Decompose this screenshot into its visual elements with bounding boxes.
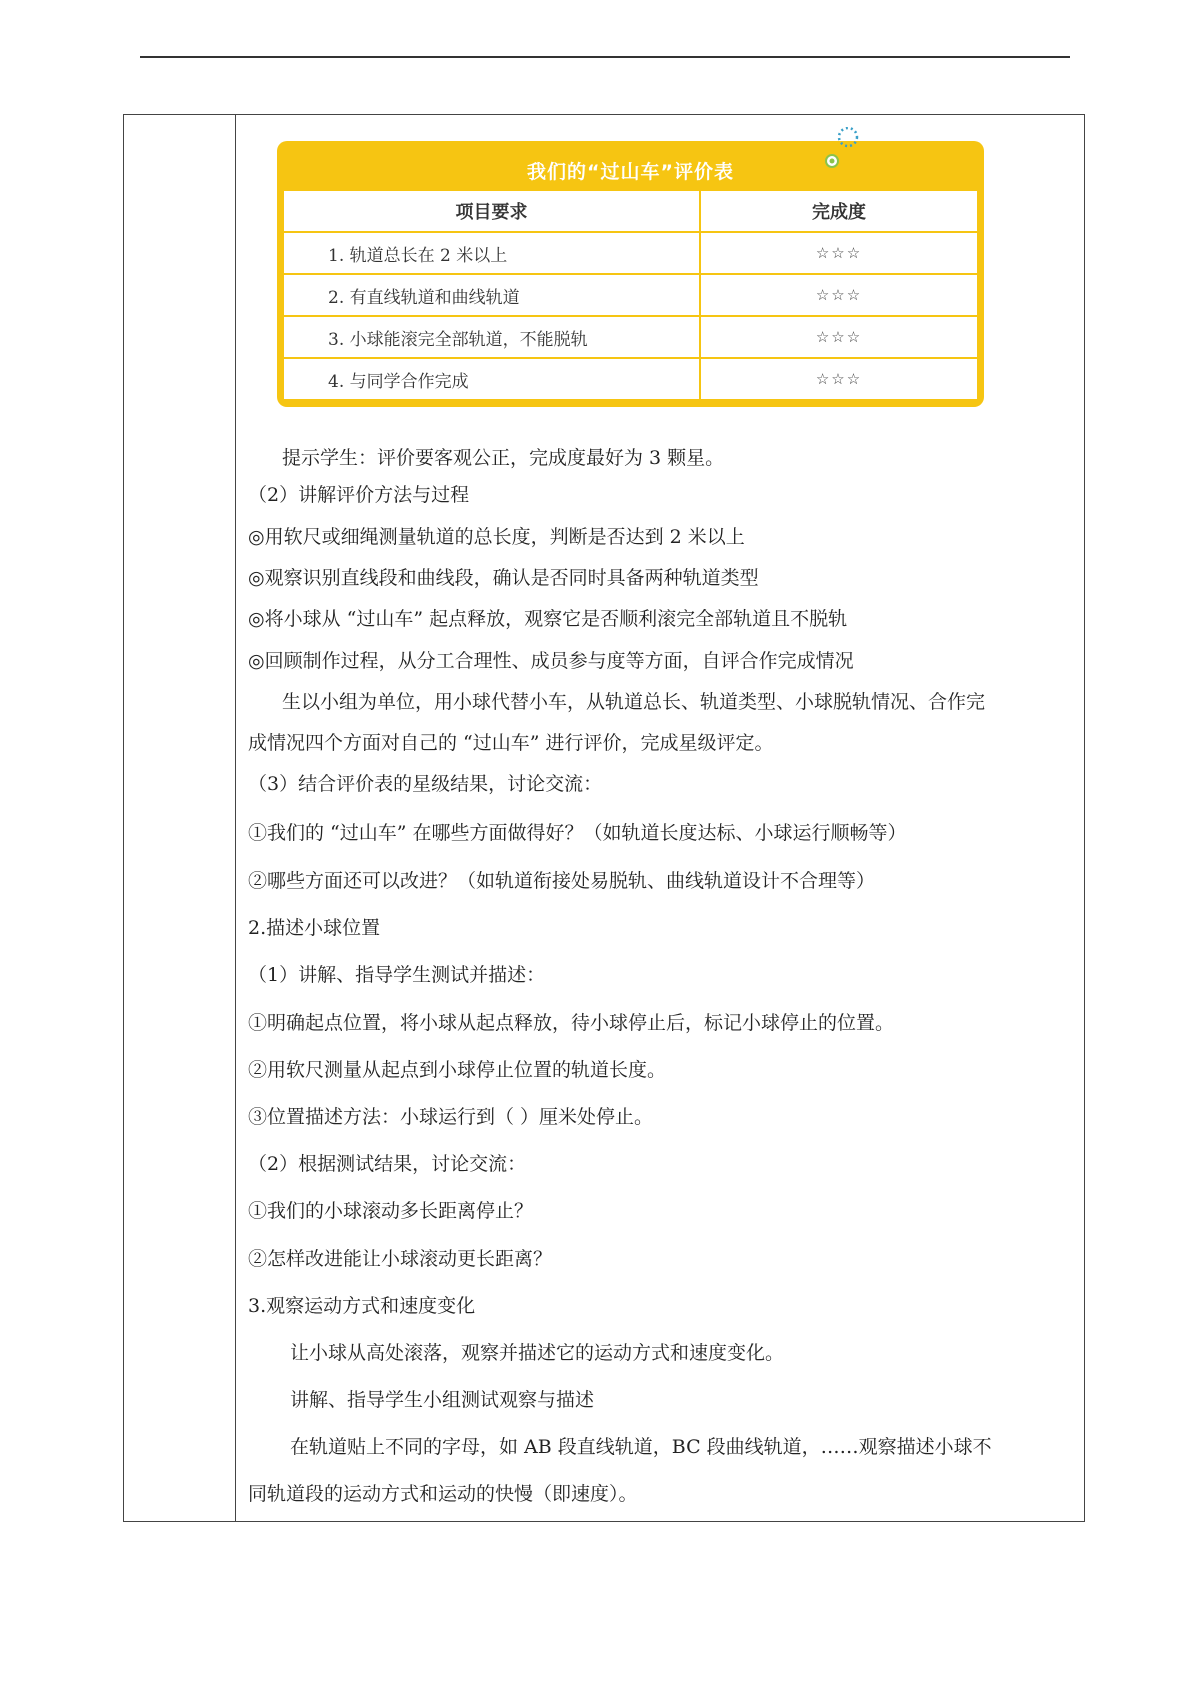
table-row: [283, 232, 978, 274]
section-heading: 3.观察运动方式和速度变化: [248, 1295, 476, 1317]
body-paragraph: 在轨道贴上不同的字母，如 AB 段直线轨道，BC 段曲线轨道，……观察描述小球不: [290, 1436, 992, 1458]
list-item: ①我们的 “过山车” 在哪些方面做得好？（如轨道长度达标、小球运行顺畅等）: [248, 822, 907, 844]
requirement-cell: 4. 与同学合作完成: [283, 358, 700, 400]
section-heading: 2.描述小球位置: [248, 917, 381, 939]
header-requirement: 项目要求: [283, 190, 700, 232]
table-row: [283, 358, 978, 400]
list-item: ①明确起点位置，将小球从起点释放，待小球停止后，标记小球停止的位置。: [248, 1012, 895, 1034]
header-rule: [140, 56, 1070, 58]
body-paragraph: 讲解、指导学生小组测试观察与描述: [290, 1389, 595, 1411]
section-heading: （2）根据测试结果，讨论交流：: [248, 1153, 527, 1175]
section-heading: （1）讲解、指导学生测试并描述：: [248, 964, 546, 986]
body-paragraph: 同轨道段的运动方式和运动的快慢（即速度）。: [248, 1483, 638, 1505]
list-item: ◎回顾制作过程，从分工合理性、成员参与度等方面，自评合作完成情况: [248, 650, 854, 672]
list-item: ②用软尺测量从起点到小球停止位置的轨道长度。: [248, 1059, 667, 1081]
evaluation-table: [282, 189, 979, 401]
body-paragraph: 成情况四个方面对自己的 “过山车” 进行评价，完成星级评定。: [248, 732, 774, 754]
evaluation-card-title: 我们的“过山车”评价表: [527, 161, 734, 183]
requirement-cell: 2. 有直线轨道和曲线轨道: [283, 274, 700, 316]
label-column: [124, 115, 236, 1521]
table-row: [283, 316, 978, 358]
table-header-row: [283, 190, 978, 232]
list-item: ②哪些方面还可以改进？（如轨道衔接处易脱轨、曲线轨道设计不合理等）: [248, 870, 876, 892]
requirement-cell: 1. 轨道总长在 2 米以上: [283, 232, 700, 274]
table-row: [283, 274, 978, 316]
list-item: ◎用软尺或细绳测量轨道的总长度，判断是否达到 2 米以上: [248, 526, 745, 548]
section-heading: （3）结合评价表的星级结果，讨论交流：: [248, 773, 603, 795]
body-paragraph: 生以小组为单位，用小球代替小车，从轨道总长、轨道类型、小球脱轨情况、合作完: [282, 691, 986, 713]
list-item: ②怎样改进能让小球滚动更长距离？: [248, 1248, 553, 1270]
star-rating: ☆☆☆: [700, 232, 978, 274]
body-paragraph: 让小球从高处滚落，观察并描述它的运动方式和速度变化。: [290, 1342, 785, 1364]
list-item: ◎将小球从 “过山车” 起点释放，观察它是否顺利滚完全部轨道且不脱轨: [248, 608, 848, 630]
star-rating: ☆☆☆: [700, 274, 978, 316]
star-rating: ☆☆☆: [700, 316, 978, 358]
list-item: ◎观察识别直线段和曲线段，确认是否同时具备两种轨道类型: [248, 567, 759, 589]
body-paragraph: 提示学生：评价要客观公正，完成度最好为 3 颗星。: [282, 447, 725, 469]
section-heading: （2）讲解评价方法与过程: [248, 484, 470, 506]
evaluation-card: [277, 141, 984, 407]
requirement-cell: 3. 小球能滚完全部轨道，不能脱轨: [283, 316, 700, 358]
header-completion: 完成度: [700, 190, 978, 232]
list-item: ③位置描述方法：小球运行到（ ）厘米处停止。: [248, 1106, 654, 1128]
list-item: ①我们的小球滚动多长距离停止？: [248, 1200, 534, 1222]
star-rating: ☆☆☆: [700, 358, 978, 400]
